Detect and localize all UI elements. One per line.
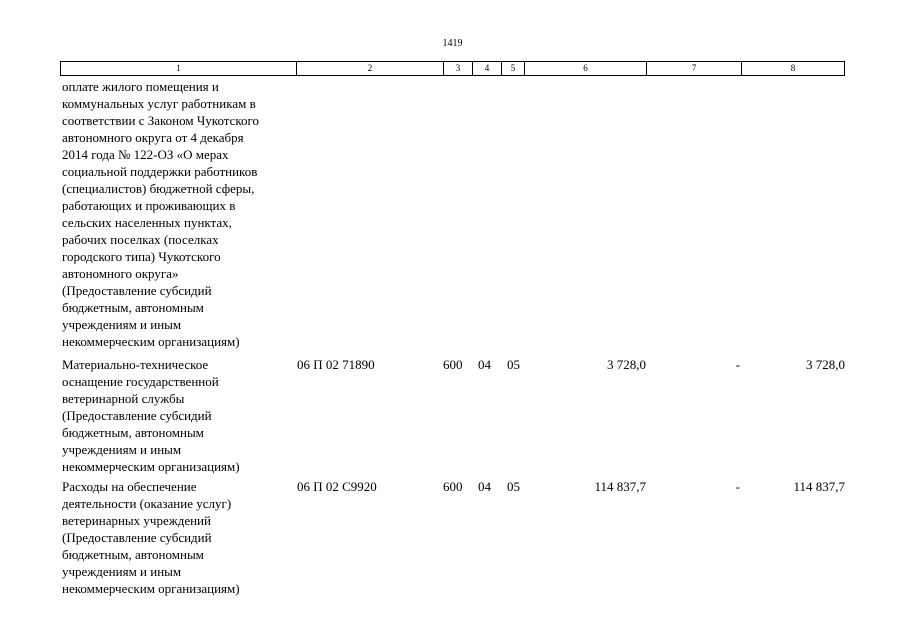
row-pr: 05 [507,479,520,494]
header-col-8: 8 [790,63,796,73]
table-row [60,356,845,476]
row-vr: 600 [443,479,463,494]
row-sum-7: - [735,357,740,372]
row-sum-6: 3 728,0 [607,357,646,372]
row-rz: 04 [478,357,491,372]
row-sum-8: 3 728,0 [806,357,845,372]
header-col-5: 5 [502,62,525,75]
header-col-2: 2 [297,62,444,75]
row-sum-8: 114 837,7 [793,479,845,494]
row-sum-7: - [735,479,740,494]
header-col-7: 7 [647,62,742,75]
row-rz: 04 [478,479,491,494]
row-csr: 06 П 02 С9920 [297,479,377,494]
row-name: оплате жилого помещения и коммунальных услуг работникам в соответствии с Законом Чукотского автономного округа от 4 декабря 2014 года № 122-ОЗ «О мерах социальной поддержки работников (специалистов) бюджетной сферы, работающих и проживающих в сельских населенных пунктах, рабочих поселках (поселках городского типа) Чукотского автономного округа» (Предоставление субсидий бюджетным, автономным учреждениям и иным некоммерческим организациям) [62,79,260,349]
header-col-3: 3 [444,62,473,75]
row-name: Расходы на обеспечение деятельности (оказание услуг) ветеринарных учреждений (Предоставление субсидий бюджетным, автономным учреждениям и иным некоммерческим организациям) [62,479,240,596]
table-header-row [60,61,845,76]
table-row [60,78,845,352]
row-pr: 05 [507,357,520,372]
row-name: Материально-техническое оснащение государственной ветеринарной службы (Предоставление субсидий бюджетным, автономным учреждениям и иным некоммерческим организациям) [62,357,240,474]
row-csr: 06 П 02 71890 [297,357,375,372]
page-number: 1419 [442,38,463,49]
header-col-1: 1 [61,62,297,75]
row-vr: 600 [443,357,463,372]
table-row [60,478,845,598]
header-col-6: 6 [525,62,647,75]
header-col-4: 4 [473,62,502,75]
row-sum-6: 114 837,7 [594,479,646,494]
